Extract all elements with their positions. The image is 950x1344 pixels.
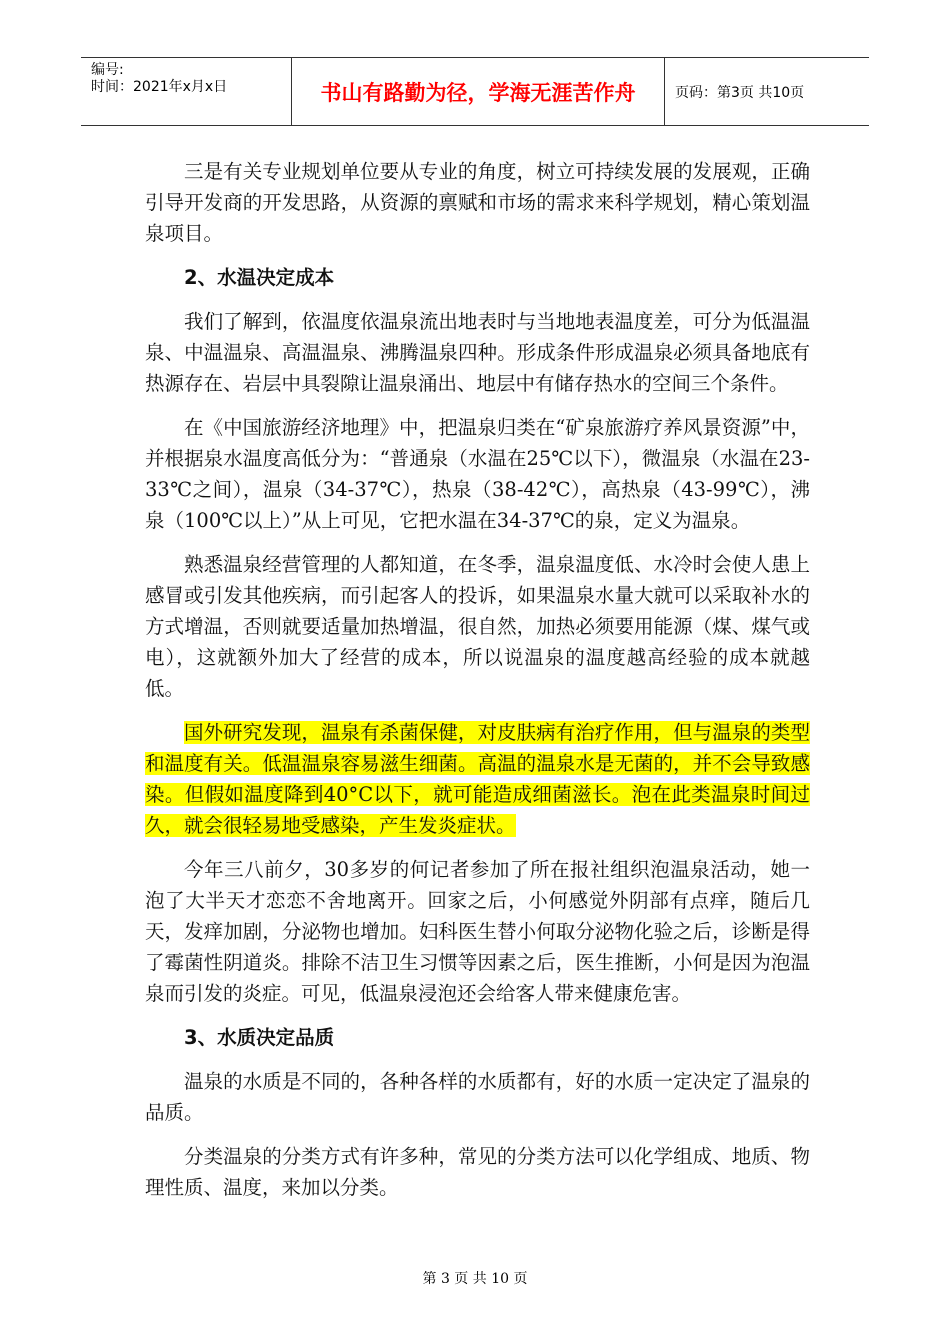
paragraph: 我们了解到，依温度依温泉流出地表时与当地地表温度差，可分为低温温泉、中温温泉、高温温泉、沸腾温泉四种。形成条件形成温泉必须具备地底有热源存在、岩层中具裂隙让温泉涌出、地层中有储存热水的空间三个条件。 [145,310,810,395]
section-heading: 3、水质决定品质 [184,1026,335,1049]
paragraph: 熟悉温泉经营管理的人都知道，在冬季，温泉温度低、水冷时会使人患上感冒或引发其他疾病，而引起客人的投诉，如果温泉水量大就可以采取补水的方式增温，否则就要适量加热增温，很自然，加热必须要用能源（煤、煤气或电），这就额外加大了经营的成本，所以说温泉的温度越高经验的成本就越低。 [145,553,810,700]
page-footer: 第 3 页 共 10 页 [422,1271,528,1287]
header-meta [81,58,291,125]
paragraph: 今年三八前夕，30多岁的何记者参加了所在报社组织泡温泉活动，她一泡了大半天才恋恋不舍地离开。回家之后，小何感觉外阴部有点痒，随后几天，发痒加剧，分泌物也增加。妇科医生替小何取分泌物化验之后，诊断是得了霉菌性阴道炎。排除不洁卫生习惯等因素之后，医生推断，小何是因为泡温泉而引发的炎症。可见，低温泉浸泡还会给客人带来健康危害。 [145,858,810,1005]
paragraph: 三是有关专业规划单位要从专业的角度，树立可持续发展的发展观，正确引导开发商的开发思路，从资源的禀赋和市场的需求来科学规划，精心策划温泉项目。 [145,160,810,245]
number-label: 编号: [91,62,124,78]
section-heading: 2、水温决定成本 [184,266,335,289]
highlight-text: 国外研究发现，温泉有杀菌保健，对皮肤病有治疗作用，但与温泉的类型和温度有关。低温温泉容易滋生细菌。高温的温泉水是无菌的，并不会导致感染。但假如温度降到40°C以下，就可能造成细菌滋长。泡在此类温泉时间过久，就会很轻易地受感染，产生发炎症状。 [145,721,810,837]
header-page-info: 页码：第3页 共10页 [675,84,805,101]
header-motto: 书山有路勤为径，学海无涯苦作舟 [291,58,665,125]
paragraph: 温泉的水质是不同的，各种各样的水质都有，好的水质一定决定了温泉的品质。 [145,1070,810,1124]
paragraph: 分类温泉的分类方式有许多种，常见的分类方法可以化学组成、地质、物理性质、温度，来加以分类。 [145,1145,810,1199]
page-header [81,57,869,126]
date-label: 时间：2021年x月x日 [91,79,228,95]
document-body [145,156,810,1216]
highlighted-paragraph [145,717,810,841]
paragraph: 在《中国旅游经济地理》中，把温泉归类在“矿泉旅游疗养风景资源”中，并根据泉水温度高低分为：“普通泉（水温在25℃以下），微温泉（水温在23-33℃之间），温泉（34-37℃），热泉（38-42℃），高热泉（43-99℃），沸泉（100℃以上）”从上可见，它把水温在34-37℃的泉，定义为温泉。 [145,416,810,532]
